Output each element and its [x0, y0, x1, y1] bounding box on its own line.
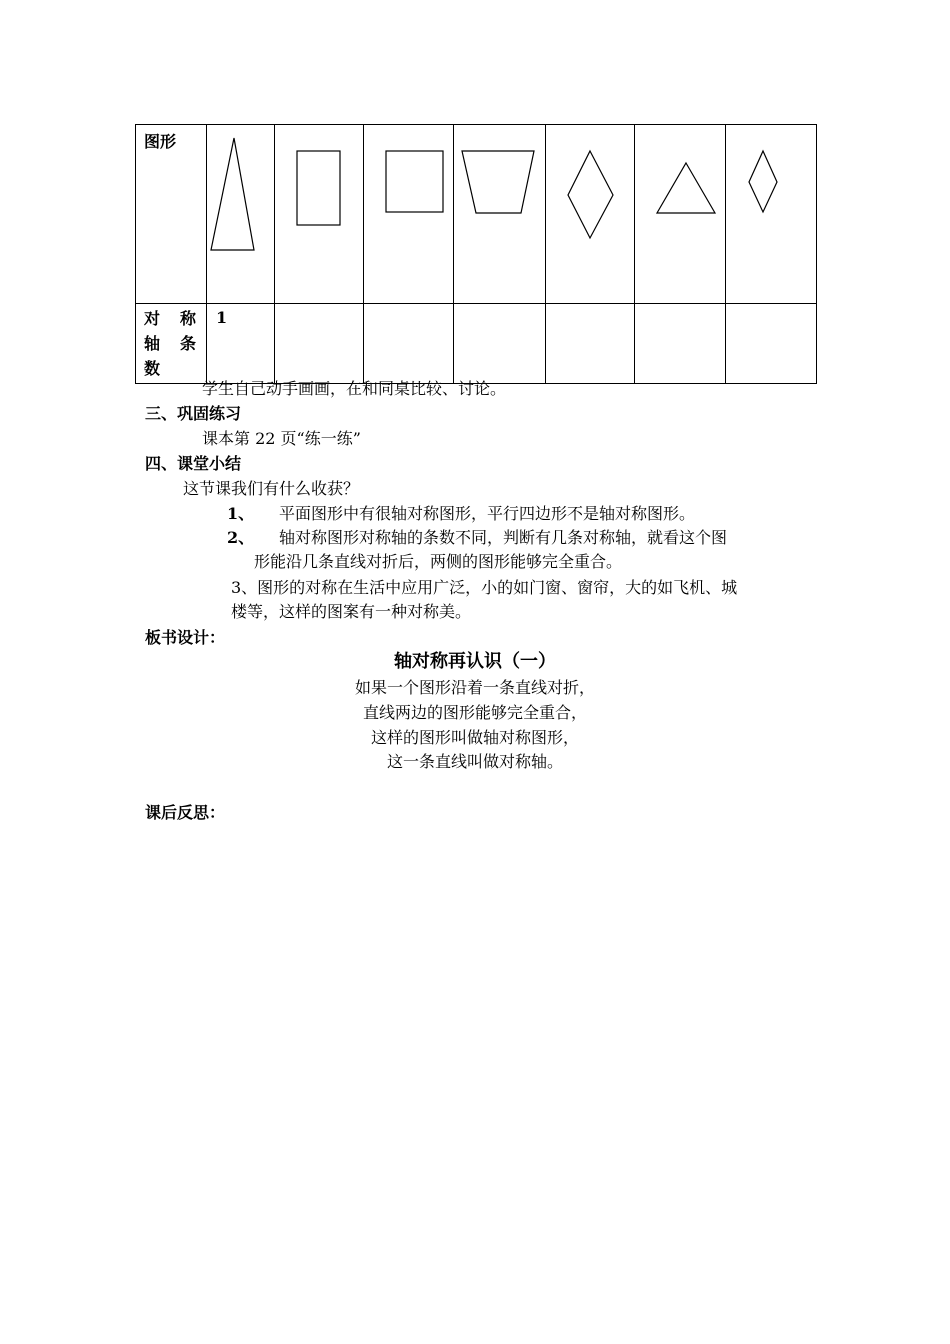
- item-2-text-line-1: 轴对称图形对称轴的条数不同，判断有几条对称轴，就看这个图: [279, 528, 728, 547]
- rhombus-shape: [546, 125, 635, 299]
- axis-count-cell: 1: [207, 304, 275, 384]
- reflection-heading: 课后反思：: [145, 803, 226, 822]
- shape-cell-rectangle: [275, 125, 364, 304]
- shape-cell-triangle-tall: [207, 125, 275, 304]
- board-line: 如果一个图形沿着一条直线对折，: [354, 678, 595, 697]
- section-3-text: 课本第 22 页“练一练”: [202, 429, 361, 448]
- summary-item-3-line-2: 楼等，这样的图案有一种对称美。: [231, 602, 472, 621]
- tall-triangle-shape: [207, 125, 275, 299]
- square-shape: [364, 125, 454, 299]
- shape-cell-small-rhombus: [726, 125, 817, 304]
- equilateral-triangle-shape: [635, 125, 726, 299]
- axis-count-cell: [546, 304, 635, 384]
- axis-count-label: 对 称 轴 条 数: [136, 304, 207, 384]
- board-line: 直线两边的图形能够完全重合，: [362, 703, 587, 722]
- summary-item-1: [227, 502, 695, 526]
- symmetry-table: [135, 124, 817, 384]
- shape-cell-trapezoid: [454, 125, 546, 304]
- item-2-number: 2、: [227, 528, 255, 547]
- axis-count-cell: [726, 304, 817, 384]
- axis-count-cell: [635, 304, 726, 384]
- summary-item-2: [227, 526, 727, 550]
- item-2-text-line-2: 形能沿几条直线对折后，两侧的图形能够完全重合。: [254, 552, 623, 571]
- summary-item-3-line-1: 3、图形的对称在生活中应用广泛，小的如门窗、窗帘，大的如飞机、城: [231, 578, 738, 597]
- item-1-number: 1、: [227, 504, 255, 523]
- axis-count-cell: [454, 304, 546, 384]
- board-line: 这样的图形叫做轴对称图形，: [370, 728, 579, 747]
- small-rhombus-shape: [726, 125, 817, 299]
- section-3-title: 三、巩固练习: [145, 404, 242, 423]
- trapezoid-shape: [454, 125, 546, 299]
- board-line: 这一条直线叫做对称轴。: [386, 752, 563, 771]
- rectangle-shape: [275, 125, 364, 299]
- shape-cell-equilateral-triangle: [635, 125, 726, 304]
- activity-note: 学生自己动手画画，在和同桌比较、讨论。: [202, 379, 507, 398]
- shape-row-label: 图形: [136, 125, 207, 304]
- section-4-title: 四、课堂小结: [145, 454, 242, 473]
- shapes-row: [136, 125, 817, 304]
- axis-count-row: [136, 304, 817, 384]
- item-1-text: 平面图形中有很轴对称图形，平行四边形不是轴对称图形。: [279, 504, 696, 523]
- shape-cell-rhombus: [546, 125, 635, 304]
- axis-count-cell: [364, 304, 454, 384]
- board-design-heading: 板书设计：: [145, 628, 226, 647]
- section-4-question: 这节课我们有什么收获？: [183, 479, 360, 498]
- board-title: 轴对称再认识（一）: [394, 651, 556, 672]
- shape-cell-square: [364, 125, 454, 304]
- axis-count-cell: [275, 304, 364, 384]
